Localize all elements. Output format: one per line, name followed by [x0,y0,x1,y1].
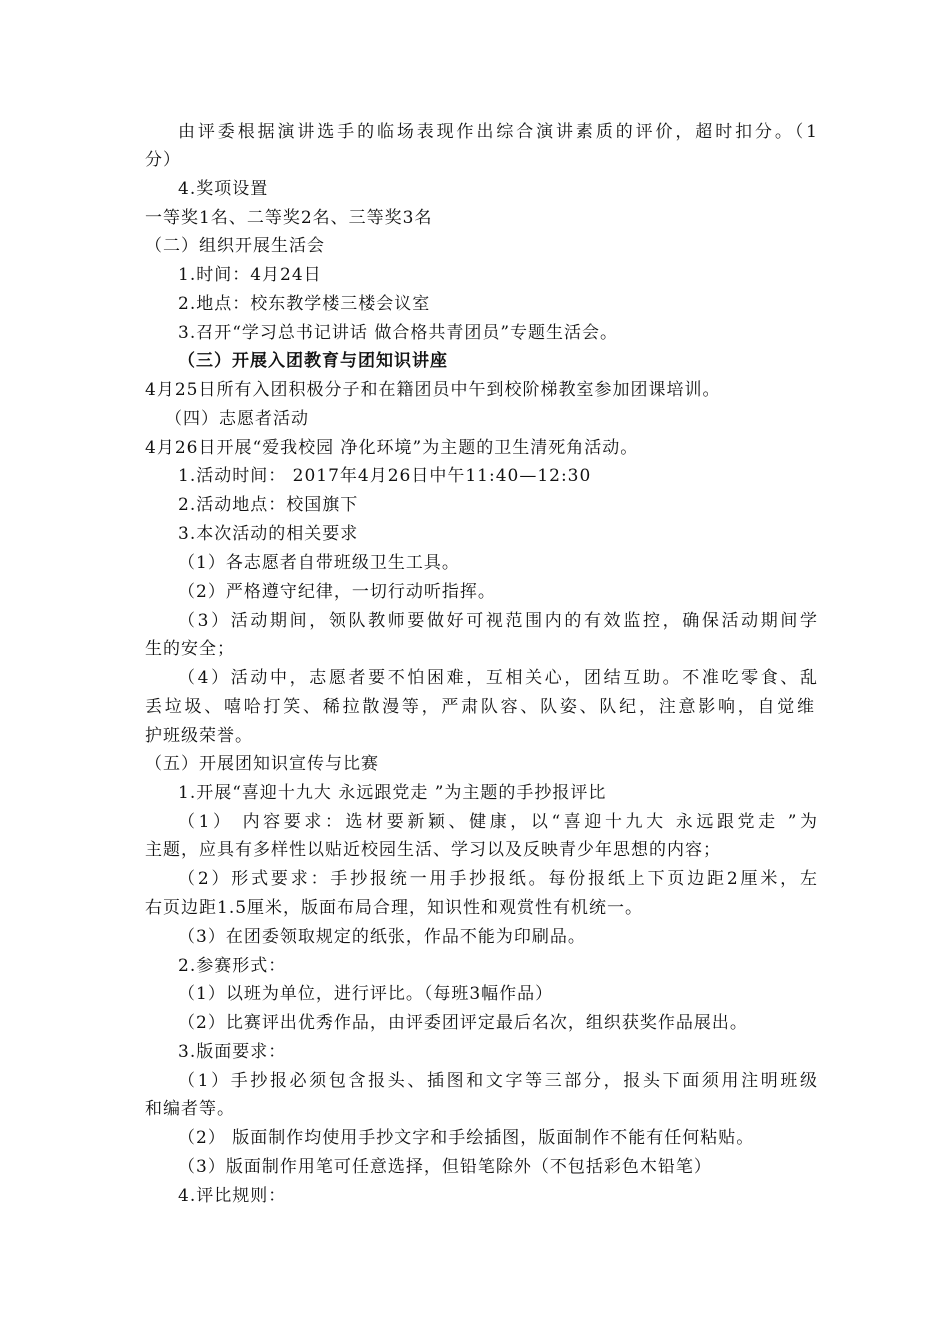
list-item: （2）比赛评出优秀作品，由评委团评定最后名次，组织获奖作品展出。 [178,1013,748,1033]
paragraph-line: 4月26日开展“爱我校园 净化环境”为主题的卫生清死角活动。 [145,438,639,458]
paragraph-line: 生的安全； [145,639,235,659]
paragraph-line: 和编者等。 [145,1099,235,1119]
list-item: 1.时间：4月24日 [178,265,322,285]
list-item: （3）版面制作用笔可任意选择，但铅笔除外（不包括彩色木铅笔） [178,1157,712,1177]
list-item: 2.参赛形式： [178,956,287,976]
list-item: 2.活动地点：校国旗下 [178,495,359,515]
section-heading: （五）开展团知识宣传与比赛 [145,754,379,774]
paragraph-line: 一等奖1名、二等奖2名、三等奖3名 [145,208,433,228]
paragraph-line: 右页边距1.5厘米，版面布局合理，知识性和观赏性有机统一。 [145,898,644,918]
section-heading: （三）开展入团教育与团知识讲座 [178,351,448,371]
list-item: （1）以班为单位，进行评比。（每班3幅作品） [178,984,554,1004]
list-item: 2.地点：校东教学楼三楼会议室 [178,294,431,314]
list-item: 3.召开“学习总书记讲话 做合格共青团员”专题生活会。 [178,323,619,343]
list-item: 3.本次活动的相关要求 [178,524,359,544]
paragraph-line: 4月25日所有入团积极分子和在籍团员中午到校阶梯教室参加团课培训。 [145,380,721,400]
list-item: （2）形式要求：手抄报统一用手抄报纸。每份报纸上下页边距2厘米，左 [178,869,818,889]
list-item: （1） 内容要求：选材要新颖、健康，以“喜迎十九大 永远跟党走 ”为 [178,812,818,832]
list-item: （3）活动期间，领队教师要做好可视范围内的有效监控，确保活动期间学 [178,611,818,631]
list-item: （3）在团委领取规定的纸张，作品不能为印刷品。 [178,927,586,947]
list-item: （1）手抄报必须包含报头、插图和文字等三部分，报头下面须用注明班级 [178,1071,818,1091]
list-item: （2）严格遵守纪律，一切行动听指挥。 [178,582,496,602]
paragraph-line: 丢垃圾、嘻哈打笑、稀拉散漫等，严肃队容、队姿、队纪，注意影响，自觉维 [145,697,815,717]
paragraph-line: 分） [145,150,181,170]
paragraph-line: 主题，应具有多样性以贴近校园生活、学习以及反映青少年思想的内容； [145,840,721,860]
paragraph-line: 护班级荣誉。 [145,726,253,746]
list-item: （4）活动中，志愿者要不怕困难，互相关心，团结互助。不准吃零食、乱 [178,668,818,688]
section-heading: （四）志愿者活动 [165,409,309,429]
paragraph-line: 由评委根据演讲选手的临场表现作出综合演讲素质的评价，超时扣分。（1 [178,122,818,142]
list-item: 3.版面要求： [178,1042,287,1062]
section-heading: 4.奖项设置 [178,179,269,199]
list-item: （1）各志愿者自带班级卫生工具。 [178,553,460,573]
section-heading: （二）组织开展生活会 [145,236,325,256]
list-item: （2） 版面制作均使用手抄文字和手绘插图，版面制作不能有任何粘贴。 [178,1128,755,1148]
list-item: 1.活动时间： 2017年4月26日中午11:40—12:30 [178,466,592,486]
list-item: 4.评比规则： [178,1186,287,1206]
list-item: 1.开展“喜迎十九大 永远跟党走 ”为主题的手抄报评比 [178,783,607,803]
